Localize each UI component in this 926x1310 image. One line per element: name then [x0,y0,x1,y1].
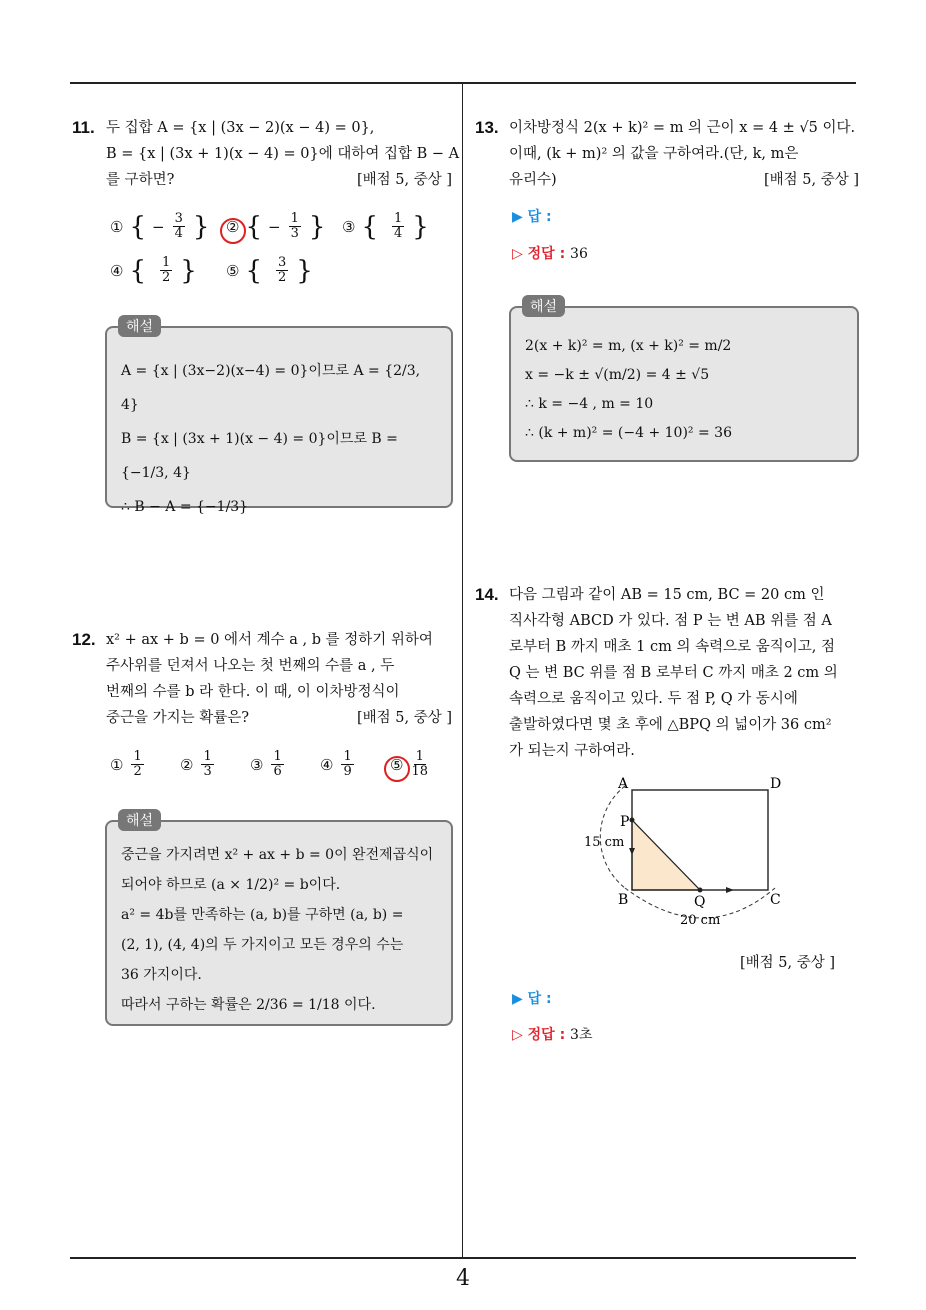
problem-text-line: 두 집합 A = {x | (3x − 2)(x − 4) = 0}, [106,120,375,136]
problem-text-line: 중근을 가지는 확률은? [106,710,250,726]
solution-line: ∴ k = −4 , m = 10 [525,396,654,412]
correct-answer: ▷ 정답 : 36 [512,246,588,262]
choice-4[interactable]: ④ { $\frac{1}{2}$ } [110,255,197,286]
problem-text-line: 를 구하면? [106,172,175,188]
problem-text-line: 주사위를 던져서 나오는 첫 번째의 수를 a , 두 [106,658,395,674]
solution-line: 되어야 하므로 (a × 1/2)² = b이다. [121,877,341,893]
rectangle-figure [570,770,800,935]
answer-field-label[interactable]: ▶ 답 : [512,991,552,1007]
problem-text-line: 속력으로 움직이고 있다. 두 점 P, Q 가 동시에 [509,691,798,707]
solution-line: ∴ (k + m)² = (−4 + 10)² = 36 [525,425,732,441]
score-meta: [배점 5, 중상 ] [356,710,452,726]
choice-5[interactable]: ⑤ { $\frac{3}{2}$ } [226,255,313,286]
label-d: D [770,776,782,792]
choice-5[interactable]: ⑤ $\frac{1}{18}$ [390,749,428,779]
problem-number: 13. [475,118,499,137]
solution-line: ∴ B − A = {−1/3} [121,499,249,515]
score-meta: [배점 5, 중상 ] [763,172,859,188]
choice-2[interactable]: ② { − $\frac{1}{3}$ } [226,211,326,242]
choice-1[interactable]: ① $\frac{1}{2}$ [110,749,142,779]
solution-line: a² = 4b를 만족하는 (a, b)를 구하면 (a, b) = [121,907,404,923]
triangle-bpq [632,820,700,890]
solution-line: B = {x | (3x + 1)(x − 4) = 0}이므로 B = [121,431,398,447]
solution-box-11 [105,326,453,515]
label-b: B [618,892,629,908]
problem-text-line: 이때, (k + m)² 의 값을 구하여라.(단, k, m은 [509,146,799,162]
answer-circle-mark [220,218,246,244]
solution-tag: 해설 [118,315,161,337]
solution-line: {−1/3, 4} [121,465,191,481]
solution-box-12 [105,820,453,1026]
solution-tag: 해설 [522,295,565,317]
bottom-rule [70,1257,856,1259]
problem-text-line: B = {x | (3x + 1)(x − 4) = 0}에 대하여 집합 B − A [106,146,460,162]
choice-4[interactable]: ④ $\frac{1}{9}$ [320,749,352,779]
choice-2[interactable]: ② $\frac{1}{3}$ [180,749,212,779]
answer-circle-mark [384,756,410,782]
score-meta-14: [배점 5, 중상 ] [740,955,836,971]
answer-field-label[interactable]: ▶ 답 : [512,209,552,225]
problem-text-line: 가 되는지 구하여라. [509,743,635,759]
problem-text-line: x² + ax + b = 0 에서 계수 a , b 를 정하기 위하여 [106,632,433,648]
solution-tag: 해설 [118,809,161,831]
label-ab-length: 15 cm [584,835,625,850]
problem-number: 14. [475,585,499,604]
solution-line: x = −k ± √(m/2) = 4 ± √5 [525,367,710,383]
label-c: C [770,892,781,908]
solution-line: (2, 1), (4, 4)의 두 가지이고 모든 경우의 수는 [121,937,404,953]
correct-answer: ▷ 정답 : 3초 [512,1027,593,1043]
score-meta: [배점 5, 중상 ] [356,172,452,188]
problem-text-line: 로부터 B 까지 매초 1 cm 의 속력으로 움직이고, 점 [509,639,835,655]
problem-text-line: 직사각형 ABCD 가 있다. 점 P 는 변 AB 위를 점 A [509,613,832,629]
solution-line: A = {x | (3x−2)(x−4) = 0}이므로 A = {2/3, 4} [121,363,421,413]
choice-3[interactable]: ③ $\frac{1}{6}$ [250,749,282,779]
solution-line: 36 가지이다. [121,967,202,983]
problem-number: 12. [72,630,96,649]
label-q: Q [694,894,706,910]
problem-text-line: 출발하였다면 몇 초 후에 △BPQ 의 넓이가 36 cm² [509,717,832,733]
label-a: A [618,776,629,792]
problem-text-line: Q 는 변 BC 위를 점 B 로부터 C 까지 매초 2 cm 의 [509,665,838,681]
choice-3[interactable]: ③ { $\frac{1}{4}$ } [342,211,429,242]
solution-line: 따라서 구하는 확률은 2/36 = 1/18 이다. [121,997,376,1013]
solution-box-13 [509,306,859,462]
problem-text-line: 유리수) [509,172,557,188]
solution-line: 중근을 가지려면 x² + ax + b = 0이 완전제곱식이 [121,847,434,863]
problem-text-line: 다음 그림과 같이 AB = 15 cm, BC = 20 cm 인 [509,587,825,603]
solution-line: 2(x + k)² = m, (x + k)² = m/2 [525,338,732,354]
page-number: 4 [456,1266,470,1291]
column-divider [462,84,463,1258]
problem-number: 11. [72,118,95,137]
label-bc-length: 20 cm [680,913,721,928]
label-p: P [620,814,630,830]
problem-text-line: 번째의 수를 b 라 한다. 이 때, 이 이차방정식이 [106,684,400,700]
choice-1[interactable]: ① { − $\frac{3}{4}$ } [110,211,210,242]
problem-text-line: 이차방정식 2(x + k)² = m 의 근이 x = 4 ± √5 이다. [509,120,856,136]
top-rule [70,82,856,84]
